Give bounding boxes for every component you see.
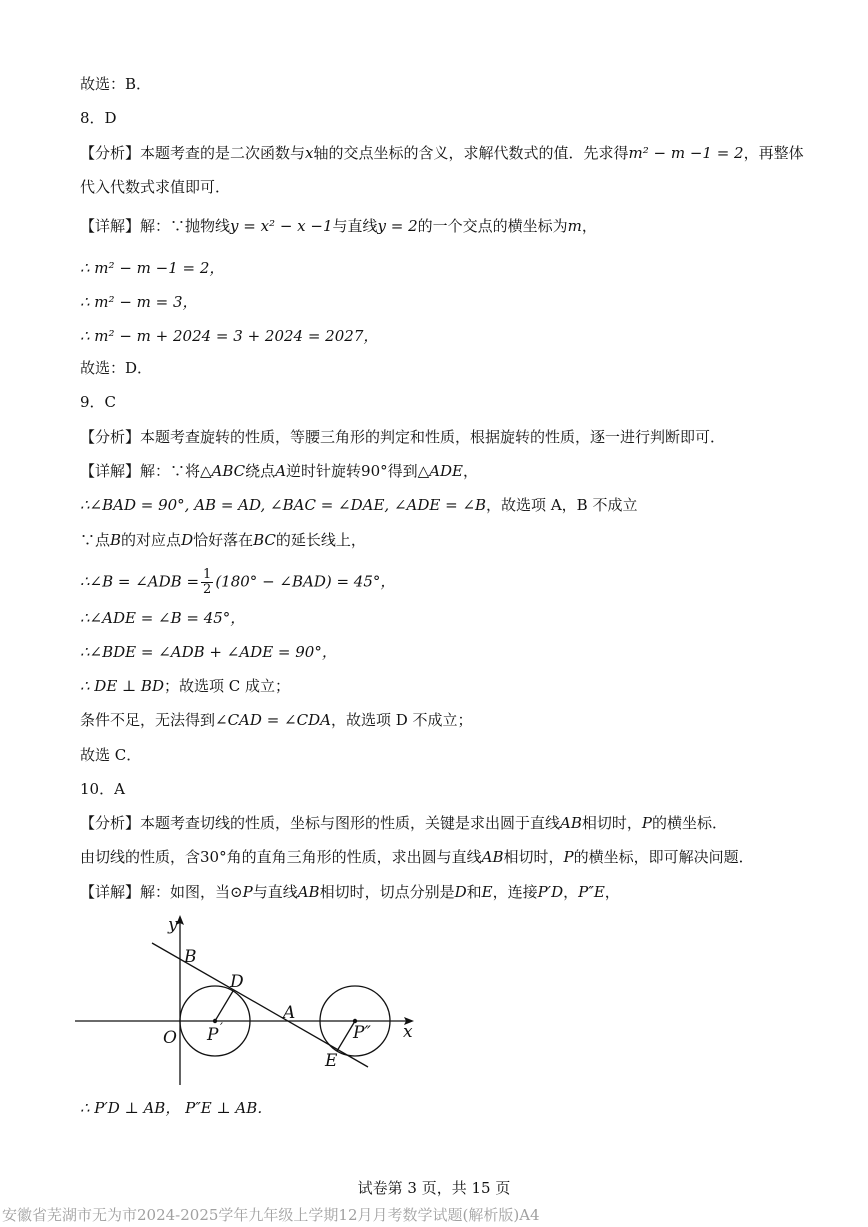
label-b: B <box>184 947 197 967</box>
step-9-3: ∴∠B = ∠ADB = $\frac{1}{2}$ (180° − ∠BAD) = 45°， <box>80 567 396 597</box>
detail-10-line: 【详解】解：如图，当⊙P与直线AB相切时，切点分别是D和E，连接P′D，P″E， <box>80 883 620 901</box>
fraction: $\frac{1}{2}$ <box>203 567 212 597</box>
label-o: O <box>163 1028 177 1048</box>
label-d: D <box>230 972 244 992</box>
detail-9-line: 【详解】解：∵将△ABC绕点A逆时针旋转90°得到△ADE， <box>80 462 479 480</box>
step-8-1: ∴ m² − m −1 = 2， <box>80 259 225 277</box>
analysis-10-line-1: 【分析】本题考查切线的性质，坐标与图形的性质，关键是求出圆于直线AB相切时，P的横坐标． <box>80 814 727 832</box>
answer-line: 故选：B． <box>80 75 152 93</box>
step-9-7: 条件不足，无法得到∠CAD = ∠CDA，故选项 D 不成立； <box>80 711 473 729</box>
answer-8: 故选：D． <box>80 359 153 377</box>
step-8-2: ∴ m² − m = 3， <box>80 293 198 311</box>
center-p-prime <box>213 1019 217 1023</box>
question-10-answer: 10．A <box>80 780 125 798</box>
step-9-5: ∴∠BDE = ∠ADB + ∠ADE = 90°， <box>80 643 337 661</box>
step-9-6: ∴ DE ⊥ BD；故选项 C 成立； <box>80 677 290 695</box>
label-y: y <box>168 915 178 935</box>
label-p-prime-mark: ′ <box>220 1021 223 1036</box>
analysis-8-line-2: 代入代数式求值即可． <box>80 178 231 196</box>
step-9-2: ∵点B的对应点D恰好落在BC的延长线上， <box>80 531 366 549</box>
watermark: 安徽省芜湖市无为市2024-2025学年九年级上学期12月月考数学试题(解析版)A4 <box>2 1206 540 1224</box>
geometry-figure <box>70 905 430 1090</box>
page-footer: 试卷第 3 页，共 15 页 <box>357 1179 511 1197</box>
answer-9: 故选 C． <box>80 746 142 764</box>
label-e: E <box>325 1051 338 1071</box>
step-9-1: ∴∠BAD = 90°, AB = AD, ∠BAC = ∠DAE, ∠ADE = ∠B，故选项 A，B 不成立 <box>80 496 638 514</box>
detail-8-line: 【详解】解：∵抛物线y = x² − x −1与直线y = 2的一个交点的横坐标为m， <box>80 217 597 235</box>
label-p-double-prime: P″ <box>353 1023 371 1043</box>
label-x: x <box>403 1022 413 1042</box>
segment-p-prime-d <box>215 991 233 1021</box>
step-8-3: ∴ m² − m + 2024 = 3 + 2024 = 2027， <box>80 327 379 345</box>
question-8-answer: 8．D <box>80 109 117 127</box>
step-9-4: ∴∠ADE = ∠B = 45°， <box>80 609 246 627</box>
analysis-10-line-2: 由切线的性质，含30°角的直角三角形的性质，求出圆与直线AB相切时，P的横坐标，即可解决问题． <box>80 848 754 866</box>
label-p-prime: P <box>207 1025 219 1045</box>
step-10-1: ∴ P′D ⊥ AB， P″E ⊥ AB． <box>80 1099 273 1117</box>
label-a: A <box>283 1003 296 1023</box>
question-9-answer: 9．C <box>80 393 117 411</box>
analysis-8-line-1: 【分析】本题考查的是二次函数与x轴的交点坐标的含义，求解代数式的值．先求得m² − m −1 = 2，再整体 <box>80 144 804 162</box>
analysis-9: 【分析】本题考查旋转的性质，等腰三角形的判定和性质，根据旋转的性质，逐一进行判断即可． <box>80 428 726 446</box>
